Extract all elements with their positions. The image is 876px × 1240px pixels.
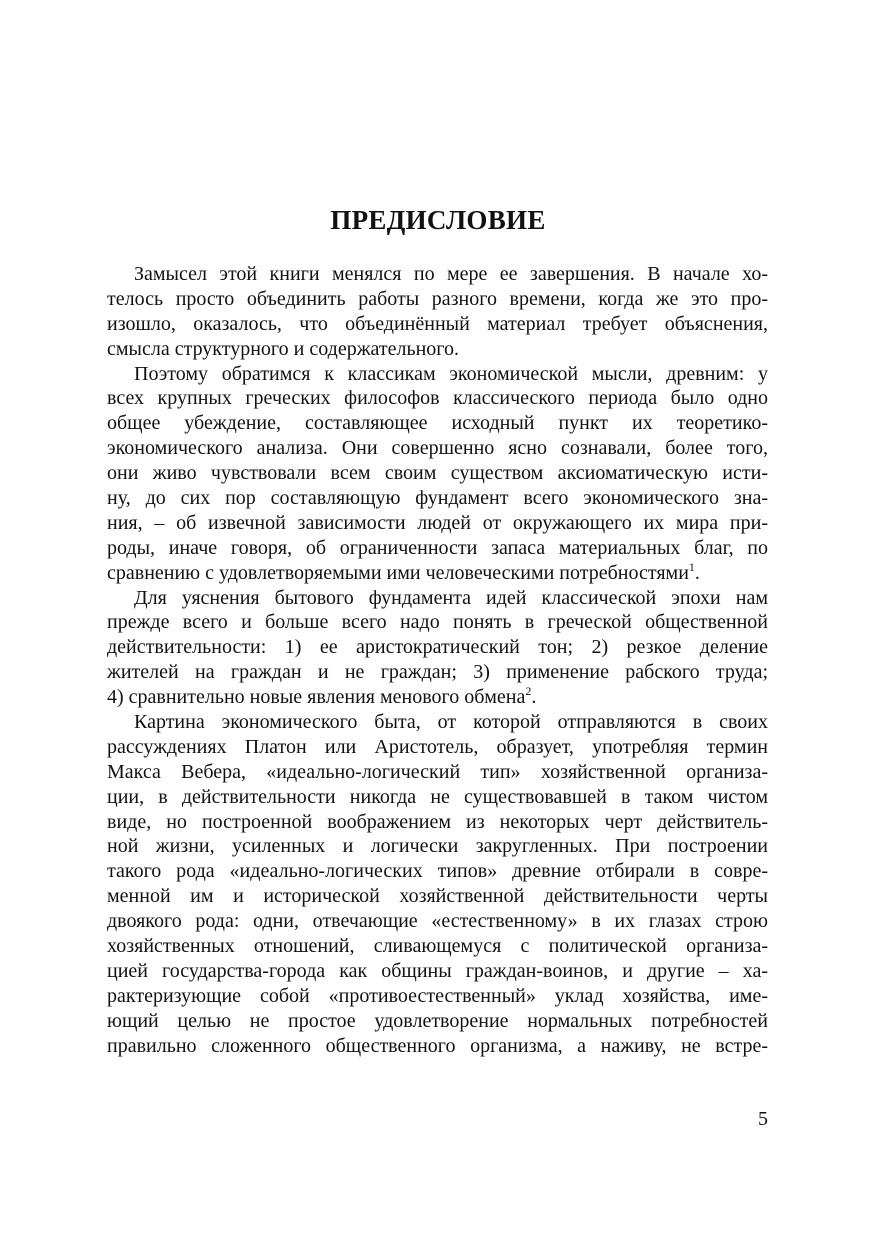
text-line: Для уяснения бытового фундамента идей классической эпохи нам bbox=[134, 586, 768, 609]
text-line: изошло, оказалось, что объединённый материал требует объяснения, bbox=[107, 312, 768, 335]
text-line: Замысел этой книги менялся по мере ее завершения. В начале хо- bbox=[134, 263, 768, 285]
paragraph bbox=[107, 586, 768, 710]
text-line: ния, – об извечной зависимости людей от окружающего их мира при- bbox=[107, 511, 768, 534]
text-line: рактеризующие собой «противоестественный» уклад хозяйства, име- bbox=[107, 984, 768, 1007]
body-text bbox=[107, 262, 768, 1059]
text-line: хозяйственных отношений, сливающемуся с политической организа- bbox=[107, 935, 768, 958]
text-line bbox=[107, 685, 768, 710]
text-line: такого рода «идеально-логических типов» древние отбирали в совре- bbox=[107, 860, 768, 883]
text-line: Макса Вебера, «идеально-логический тип» хозяйственной организа- bbox=[107, 760, 768, 783]
text-line: экономического анализа. Они совершенно ясно сознавали, более того, bbox=[107, 437, 768, 460]
text-line: действительности: 1) ее аристократический тон; 2) резкое деление bbox=[107, 636, 768, 659]
text-line: ющий целью не простое удовлетворение нормальных потребностей bbox=[107, 1009, 768, 1032]
text-line: виде, но построенной воображением из некоторых черт действитель- bbox=[107, 810, 768, 833]
text-line: Поэтому обратимся к классикам экономической мысли, древним: у bbox=[134, 362, 768, 385]
page-title: ПРЕДИСЛОВИЕ bbox=[330, 205, 546, 235]
text-line: смысла структурного и содержательного. bbox=[107, 337, 460, 360]
text-line bbox=[107, 561, 768, 586]
text-line: двоякого рода: одни, отвечающие «естественному» в их глазах строю bbox=[107, 910, 768, 933]
text-line: ной жизни, усиленных и логически закругленных. При построении bbox=[107, 835, 768, 858]
text-line: рассуждениях Платон или Аристотель, образует, употребляя термин bbox=[107, 735, 768, 758]
paragraph bbox=[107, 262, 768, 362]
text-line: жителей на граждан и не граждан; 3) применение рабского труда; bbox=[107, 661, 768, 684]
text-line: ции, в действительности никогда не существовавшей в таком чистом bbox=[107, 785, 768, 808]
page-number: 5 bbox=[758, 1108, 768, 1130]
paragraph bbox=[107, 362, 768, 586]
text-line: Картина экономического быта, от которой отправляются в своих bbox=[134, 711, 768, 734]
footnote-marker[interactable]: 2 bbox=[525, 684, 532, 699]
paragraph bbox=[107, 710, 768, 1058]
line-text: 4) сравнительно новые явления менового обмена bbox=[107, 686, 526, 709]
line-tail: . bbox=[694, 561, 700, 584]
line-text: сравнению с удовлетворяемыми ими человеческими потребностями bbox=[107, 561, 689, 584]
footnote-marker[interactable]: 1 bbox=[688, 559, 695, 574]
text-line: ну, до сих пор составляющую фундамент всего экономического зна- bbox=[107, 487, 768, 510]
text-line: прежде всего и больше всего надо понять в греческой общественной bbox=[107, 611, 768, 634]
text-line: всех крупных греческих философов классического периода было одно bbox=[107, 387, 768, 410]
text-line: роды, иначе говоря, об ограниченности запаса материальных благ, по bbox=[107, 536, 768, 559]
text-line: цией государства-города как общины граждан-воинов, и другие – ха- bbox=[107, 959, 768, 982]
line-tail: . bbox=[531, 686, 537, 709]
text-line: общее убеждение, составляющее исходный пункт их теоретико- bbox=[107, 412, 768, 435]
text-line: менной им и исторической хозяйственной действительности черты bbox=[107, 885, 768, 908]
text-line: они живо чувствовали всем своим существом аксиоматическую исти- bbox=[107, 462, 768, 485]
text-line: правильно сложенного общественного организма, а наживу, не встре- bbox=[107, 1034, 768, 1057]
text-line: телось просто объединить работы разного времени, когда же это про- bbox=[107, 287, 768, 310]
